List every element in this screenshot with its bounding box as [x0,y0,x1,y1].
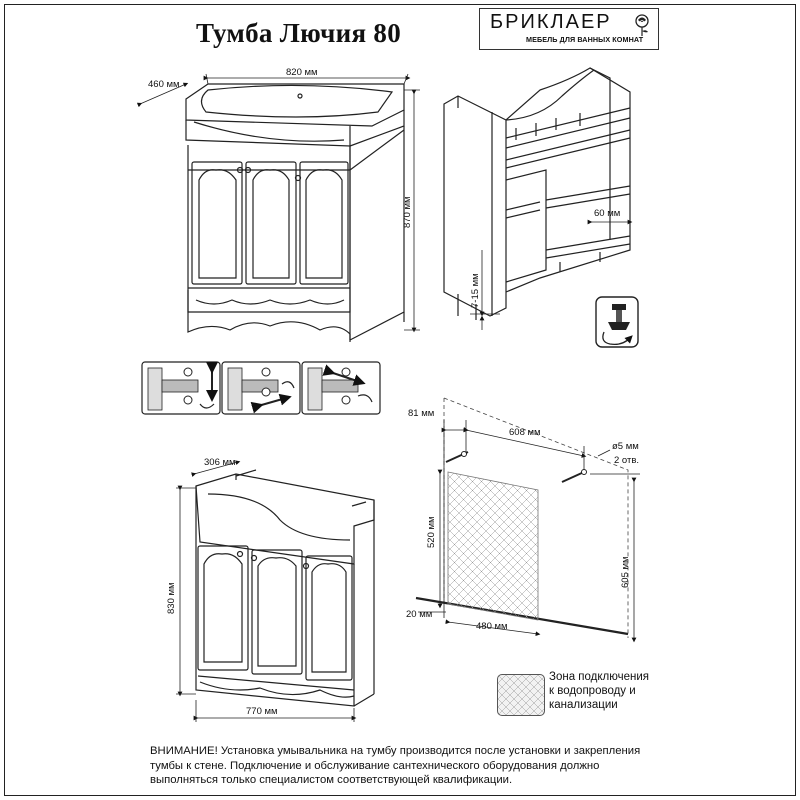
brand-tagline: МЕБЕЛЬ ДЛЯ ВАННЫХ КОМНАТ [526,35,644,44]
height-dimension-label: 870 мм [402,196,413,228]
page-title: Тумба Лючия 80 [196,18,402,48]
hinge-icon [222,362,300,414]
cabinet-body-view [196,470,374,706]
hole-height-label: 605 мм [620,556,631,588]
legend-line: к водопроводу и [549,685,636,697]
hole-spacing-label: 608 мм [509,427,541,438]
hinge-icon [302,362,380,414]
leg-adjust-label: 7-15 мм [470,273,481,308]
hole-count-label: 2 отв. [614,455,640,466]
hinge-icon [142,362,220,414]
cabinet-front-view [186,84,404,342]
body-height-label: 830 мм [166,582,177,614]
connection-zone-legend [549,670,659,712]
hole-diameter-label: ø5 мм [612,441,639,452]
hole-offset-label: 81 мм [408,408,435,419]
adjustable-foot-icon [596,297,638,347]
legend-line: Зона подключения [549,671,649,683]
zone-height-label: 520 мм [426,516,437,548]
shelf-depth-label: 60 мм [594,208,621,219]
connection-zone-legend-swatch [497,674,545,716]
connection-zone [448,472,538,620]
zone-width-label: 480 мм [476,621,508,632]
legend-line: канализации [549,699,618,711]
back-depth-label: 306 мм [204,457,236,468]
depth-dimension-label: 460 мм [148,79,180,90]
brand-name: БРИКЛАЕР [490,11,612,33]
hinge-adjustment-panels [142,362,380,414]
zone-bottom-label: 20 мм [406,609,433,620]
installation-warning: ВНИМАНИЕ! Установка умывальника на тумбу производится после установки и закрепления тумбы к стене. Подключение и обслуживание сантехнического оборудования должно выполняться только специалистом соответствующей квалификации. [150,745,641,786]
width-dimension-label: 820 мм [286,67,318,78]
body-width-label: 770 мм [246,706,278,717]
